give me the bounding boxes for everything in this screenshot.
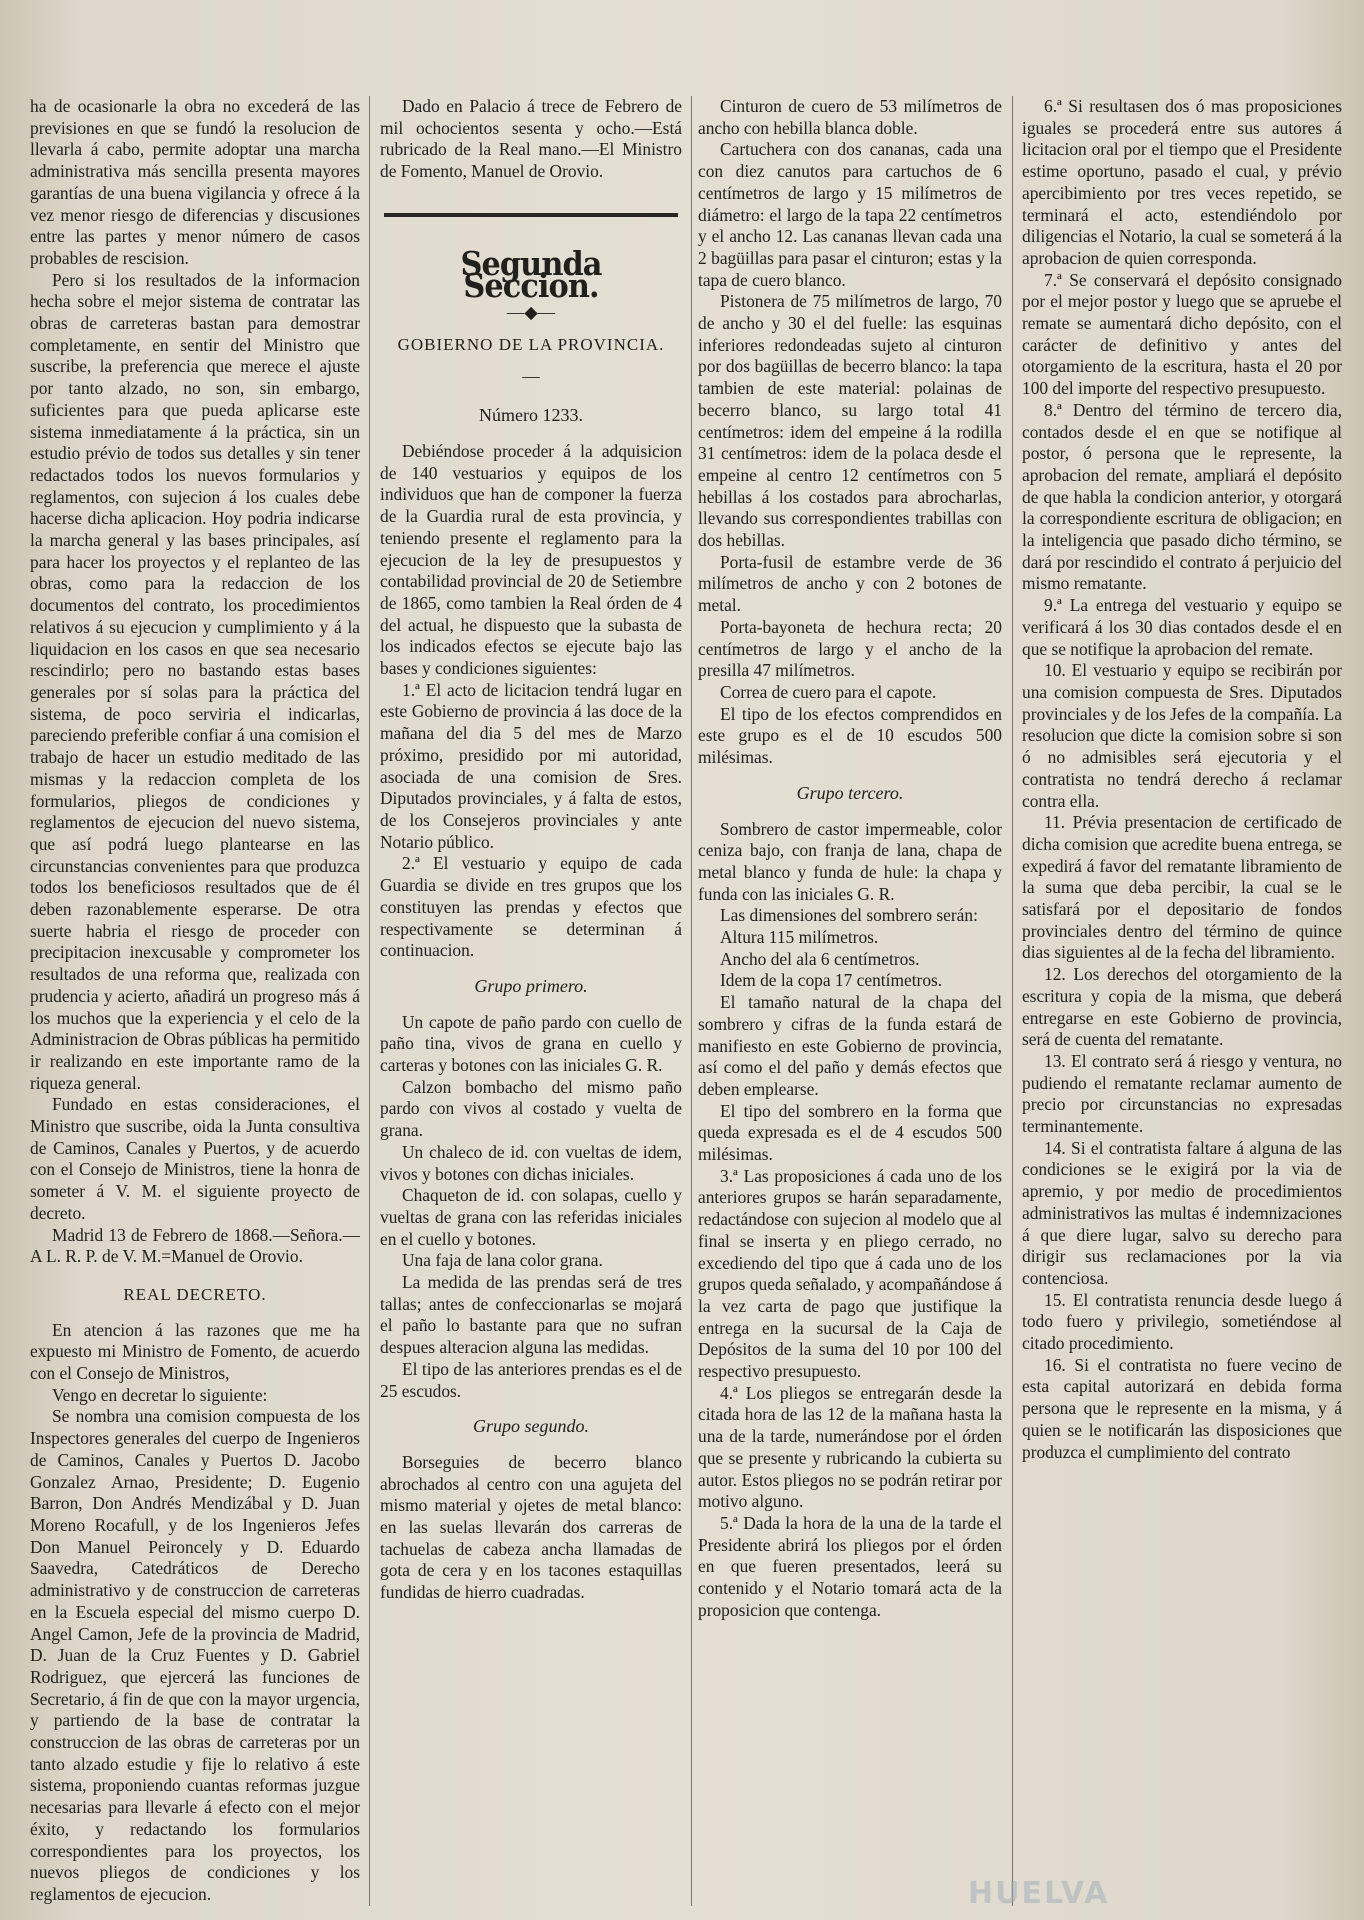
paragraph: 3.ª Las proposiciones á cada uno de los anteriores grupos se harán separadamente, redactándose con sujecion al modelo que al final se inserta y en pliego cerrado, no excediendo del tipo que á cada uno de los grupos queda señalado, y acompañándose á la vez carta de pago que justifique la entrega en la sucursal de la Caja de Depósitos de la suma del 10 por 100 del respectivo presupuesto.	[698, 1165, 1002, 1382]
paragraph: 14. Si el contratista faltare á alguna de las condiciones se le exigirá por la via de apremio, y por medio de procedimientos administrativos las multas é indemnizaciones á que diere lugar, salvo su derecho para dirigir sus reclamaciones por la via contenciosa.	[1022, 1137, 1342, 1288]
paragraph: Correa de cuero para el capote.	[720, 681, 937, 702]
grupo-heading: Grupo segundo.	[473, 1416, 589, 1437]
column-4	[1022, 96, 1342, 1911]
paragraph: Las dimensiones del sombrero serán:	[720, 905, 978, 926]
column-2	[380, 96, 682, 1911]
paragraph: Sombrero de castor impermeable, color ceniza bajo, con franja de lana, chapa de metal blanco y funda de hule: la chapa y funda con las iniciales G. R.	[698, 818, 1002, 904]
section-divider	[384, 213, 678, 217]
paragraph: 1.ª El acto de licitacion tendrá lugar en este Gobierno de provincia á las doce de la mañana del dia 5 del mes de Marzo próximo, presidido por mi autoridad, asociada de una comision de Sres. Diputados provinciales, y á falta de estos, de los Consejeros provinciales y ante Notario público.	[380, 679, 682, 852]
grupo-heading: Grupo tercero.	[796, 782, 904, 803]
grupo-heading: Grupo primero.	[474, 975, 588, 996]
paragraph: Una faja de lana color grana.	[402, 1250, 603, 1271]
column-rule	[691, 96, 692, 1906]
paragraph: 11. Prévia presentacion de certificado de dicha comision que acredite buena entrega, se expedirá á favor del rematante libramiento de la suma que deba percibir, la cual se le satisfará por el depositario de fondos provinciales dentro del término de quince dias siguientes al de la fecha del libramiento.	[1022, 812, 1342, 963]
paragraph: El tipo de los efectos comprendidos en este grupo es el de 10 escudos 500 milésimas.	[698, 703, 1002, 768]
paragraph: Cinturon de cuero de 53 milímetros de ancho con hebilla blanca doble.	[698, 96, 1002, 138]
paragraph: Un capote de paño pardo con cuello de paño tina, vivos de grana en cuello y carteras y botones con las iniciales G. R.	[380, 1011, 682, 1076]
paragraph: 9.ª La entrega del vestuario y equipo se verificará á los 30 dias contados desde el en que se notifique la aprobacion del remate.	[1022, 595, 1342, 659]
column-1	[30, 96, 360, 1911]
paragraph: Calzon bombacho del mismo paño pardo con vivos al costado y vuelta de grana.	[380, 1076, 682, 1141]
paragraph: Porta-fusil de estambre verde de 36 milímetros de ancho y con 2 botones de metal.	[698, 551, 1002, 616]
column-rule	[369, 96, 370, 1906]
paragraph: 6.ª Si resultasen dos ó mas proposiciones iguales se procederá entre sus autores á licitacion oral por el tiempo que el Presidente estime oportuno, pasado el cual, y prévio apercibimiento por tres veces repetido, se terminará el acto, estendiéndolo por diligencias el Notario, la cual se someterá á la aprobacion de quien corresponda.	[1022, 96, 1342, 268]
paragraph: Un chaleco de id. con vueltas de idem, vivos y botones con dichas iniciales.	[380, 1141, 682, 1184]
gobierno-heading: GOBIERNO DE LA PROVINCIA.	[397, 334, 665, 354]
paragraph: 13. El contrato será á riesgo y ventura, no pudiendo el rematante reclamar aumento de precio por circunstancias no expresadas terminantemente.	[1022, 1050, 1342, 1137]
paragraph: Cartuchera con dos cananas, cada una con diez canutos para cartuchos de 6 centímetros de largo y 15 milímetros de diámetro: el largo de la tapa 22 centímetros y el ancho 12. Las cananas llevan cada una 2 bagüillas para pasar el cinturon; estas y la tapa de cuero blanco.	[698, 139, 1002, 290]
paragraph: ha de ocasionarle la obra no excederá de las previsiones en que se fundó la resolucion de llevarla á cabo, permite adoptar una marcha administrativa más sencilla presenta mayores garantías de una buena vigilancia y ofrece á la vez menor riesgo de diferencias y discusiones entre las partes y menor número de casos probables de rescision.	[30, 96, 360, 268]
paragraph: Idem de la copa 17 centímetros.	[720, 970, 943, 991]
paragraph: Madrid 13 de Febrero de 1868.—Señora.—A L. R. P. de V. M.=Manuel de Orovio.	[30, 1224, 360, 1267]
dash-divider: —	[522, 365, 540, 386]
watermark-logo: HUELVA	[968, 1876, 1110, 1911]
paragraph: Vengo en decretar lo siguiente:	[52, 1384, 268, 1405]
paragraph: Pero si los resultados de la informacion hecha sobre el mejor sistema de contratar las obras de carreteras bastan para demostrar completamente, en sentir del Ministro que suscribe, la preferencia que merece el ajuste por tanto alzado, no son, sin embargo, suficientes para que pueda aplicarse este sistema inmediatamente á la práctica, sin un estudio prévio de todos sus detalles y sin tener redactados todos los nuevos formularios y reglamentos, con sujecion á los cuales debe hacerse dicha aplicacion. Hoy podria indicarse la marcha general y las bases principales, así para hacer los proyectos y el replanteo de las obras, como para la redaccion de los documentos del contrato, los procedimientos relativos á su ejecucion y cumplimiento y á la liquidacion en los casos en que sea necesario rescindirlo; pero no bastando estas bases generales por sí solas para la práctica del sistema, de poco serviria el indicarlas, pareciendo preferible confiar á una comision el trabajo de hacer un estudio meditado de las mismas y la redaccion completa de los formularios, pliegos de condiciones y reglamentos de ejecucion del nuevo sistema, que así podrá luego plantearse en las circunstancias convenientes para que produzca todos los beneficiosos resultados que de él deben razonablemente esperarse. De otra suerte habria el riesgo de proceder con precipitacion inexcusable y comprometer los resultados de una reforma que, realizada con prudencia y acierto, añadirá un progreso más á los muchos que la experiencia y el celo de la Administracion de Obras públicas ha permitido ir realizando en este importante ramo de la riqueza general.	[30, 269, 360, 1093]
paragraph: 8.ª Dentro del término de tercero dia, contados desde el en que se notifique al postor, ó persona que le represente, la aprobacion del remate, ampliará el depósito de que habla la condicion anterior, y otorgará la correspondiente escritura de obligacion; en la inteligencia que pasado dicho término, se dará por rescindido el contrato á perjuicio del mismo rematante.	[1022, 399, 1342, 594]
section-heading: REAL DECRETO.	[123, 1284, 267, 1304]
paragraph: Porta-bayoneta de hechura recta; 20 centímetros de largo y el ancho de la presilla 47 milímetros.	[698, 616, 1002, 681]
paragraph: 7.ª Se conservará el depósito consignado por el mejor postor y luego que se apruebe el remate se aumentará dicho depósito, con el carácter de definitivo y antes del otorgamiento de la escritura, hasta el 20 por 100 del importe del respectivo presupuesto.	[1022, 269, 1342, 399]
paragraph: 12. Los derechos del otorgamiento de la escritura y copia de la misma, que deberá entregarse en este Gobierno de provincia, será de cuenta del rematante.	[1022, 964, 1342, 1050]
paragraph: Borseguies de becerro blanco abrochados al centro con una agujeta del mismo material y ojetes de metal blanco: en las suelas llevarán dos carreras de tachuelas de cabeza ancha llamadas de gota de cera y en los tacones estaquillas fundidas de hierro cuadradas.	[380, 1451, 682, 1603]
paragraph: 15. El contratista renuncia desde luego á todo fuero y privilegio, sometiéndose al citado procedimiento.	[1022, 1289, 1342, 1354]
paragraph: 5.ª Dada la hora de la una de la tarde el Presidente abrirá los pliegos por el órden en que fueren presentados, leerá su contenido y el Notario tomará acta de la proposicion que contenga.	[698, 1513, 1002, 1620]
paragraph: 10. El vestuario y equipo se recibirán por una comision compuesta de Sres. Diputados provinciales y de los Jefes de la compañía. La resolucion que dicte la comision sobre si son ó no admisibles será ejecutoria y el contratista no tendrá derecho á reclamar contra ella.	[1022, 660, 1342, 811]
paragraph: El tipo de las anteriores prendas es el de 25 escudos.	[380, 1358, 682, 1401]
paragraph: Se nombra una comision compuesta de los Inspectores generales del cuerpo de Ingenieros de Caminos, Canales y Puertos D. Jacobo Gonzalez Arnao, Presidente; D. Eugenio Barron, Don Andrés Mendizábal y D. Juan Moreno Rocafull, y de los Ingenieros Jefes Don Manuel Peironcely y D. Eduardo Saavedra, Catedráticos de Derecho administrativo y de construccion de carreteras en la Escuela especial del mismo cuerpo D. Angel Camon, Jefe de la provincia de Madrid, D. Juan de la Cruz Fuentes y D. Gabriel Rodriguez, que ejercerá las funciones de Secretario, á fin de que con la mayor urgencia, y partiendo de la base de contratar la construccion de las obras de carreteras por un tanto alzado estudie y fije lo relativo á este sistema, proponiendo cuantas reformas juzgue necesarias para llevarle á efecto con el mejor éxito, y redactando los formularios correspondientes para los proyectos, los nuevos pliegos de condiciones y los reglamentos de ejecucion.	[30, 1406, 360, 1904]
paragraph: 4.ª Los pliegos se entregarán desde la citada hora de las 12 de la mañana hasta la una de la tarde, numerándose por el órden que se presente y rubricando la cubierta su autor. Estos pliegos no se podrán retirar por motivo alguno.	[698, 1382, 1002, 1512]
paragraph: Dado en Palacio á trece de Febrero de mil ochocientos sesenta y ocho.—Está rubricado de la Real mano.—El Ministro de Fomento, Manuel de Orovio.	[380, 96, 682, 182]
paragraph: 16. Si el contratista no fuere vecino de esta capital autorizará en debida forma persona que le represente en la misma, y á quien se le notificarán las disposiciones que produzca el cumplimiento del contrato	[1022, 1354, 1342, 1462]
paragraph: En atencion á las razones que me ha expuesto mi Ministro de Fomento, de acuerdo con el Consejo de Ministros,	[30, 1319, 360, 1384]
paragraph: La medida de las prendas será de tres tallas; antes de confeccionarlas se mojará el paño lo bastante para que no sufran despues alteracion alguna las medidas.	[380, 1272, 682, 1358]
paragraph: Fundado en estas consideraciones, el Ministro que suscribe, oida la Junta consultiva de Caminos, Canales y Puertos, y de acuerdo con el Consejo de Ministros, tiene la honra de someter á V. M. el siguiente proyecto de decreto.	[30, 1094, 360, 1223]
paragraph: Pistonera de 75 milímetros de largo, 70 de ancho y 30 el del fuelle: las esquinas inferiores redondeadas sujeto al cinturon por dos bagüillas de becerro blanco: la tapa tambien de este material: polainas de becerro blanco, su largo total 41 centímetros: idem del empeine á la rodilla 31 centímetros: idem de la polaca desde el empeine al centro 12 centímetros con 5 hebillas á los costados para abrocharlas, llevando sus correspondientes trabillas con dos hebillas.	[698, 291, 1002, 551]
paragraph: Altura 115 milímetros.	[720, 927, 879, 948]
column-3	[698, 96, 1002, 1911]
paragraph: Debiéndose proceder á la adquisicion de 140 vestuarios y equipos de los individuos que han de componer la fuerza de la Guardia rural de esta provincia, y teniendo presente el reglamento para la ejecucion de la ley de presupuestos y contabilidad provincial de 20 de Setiembre de 1865, como tambien la Real órden de 4 del actual, he dispuesto que la subasta de los indicados efectos se ejecute bajo las bases y condiciones siguientes:	[380, 441, 682, 679]
paragraph: 2.ª El vestuario y equipo de cada Guardia se divide en tres grupos que los constituyen las prendas y efectos que respectivamente se determinan á continuacion.	[380, 853, 682, 961]
paragraph: El tipo del sombrero en la forma que queda expresada es el de 4 escudos 500 milésimas.	[698, 1100, 1002, 1165]
section-title: Segunda Seccion.	[460, 243, 602, 305]
paragraph: Ancho del ala 6 centímetros.	[720, 948, 920, 969]
paragraph: Chaqueton de id. con solapas, cuello y vueltas de grana con las referidas iniciales en el cuello y botones.	[380, 1185, 682, 1249]
numero-heading: Número 1233.	[479, 405, 583, 426]
column-rule	[1012, 96, 1013, 1906]
paragraph: El tamaño natural de la chapa del sombrero y cifras de la funda estará de manifiesto en este Gobierno de provincia, así como el del paño y demás efectos que deben emplearse.	[698, 992, 1002, 1099]
ornament: —◆—	[506, 302, 556, 323]
